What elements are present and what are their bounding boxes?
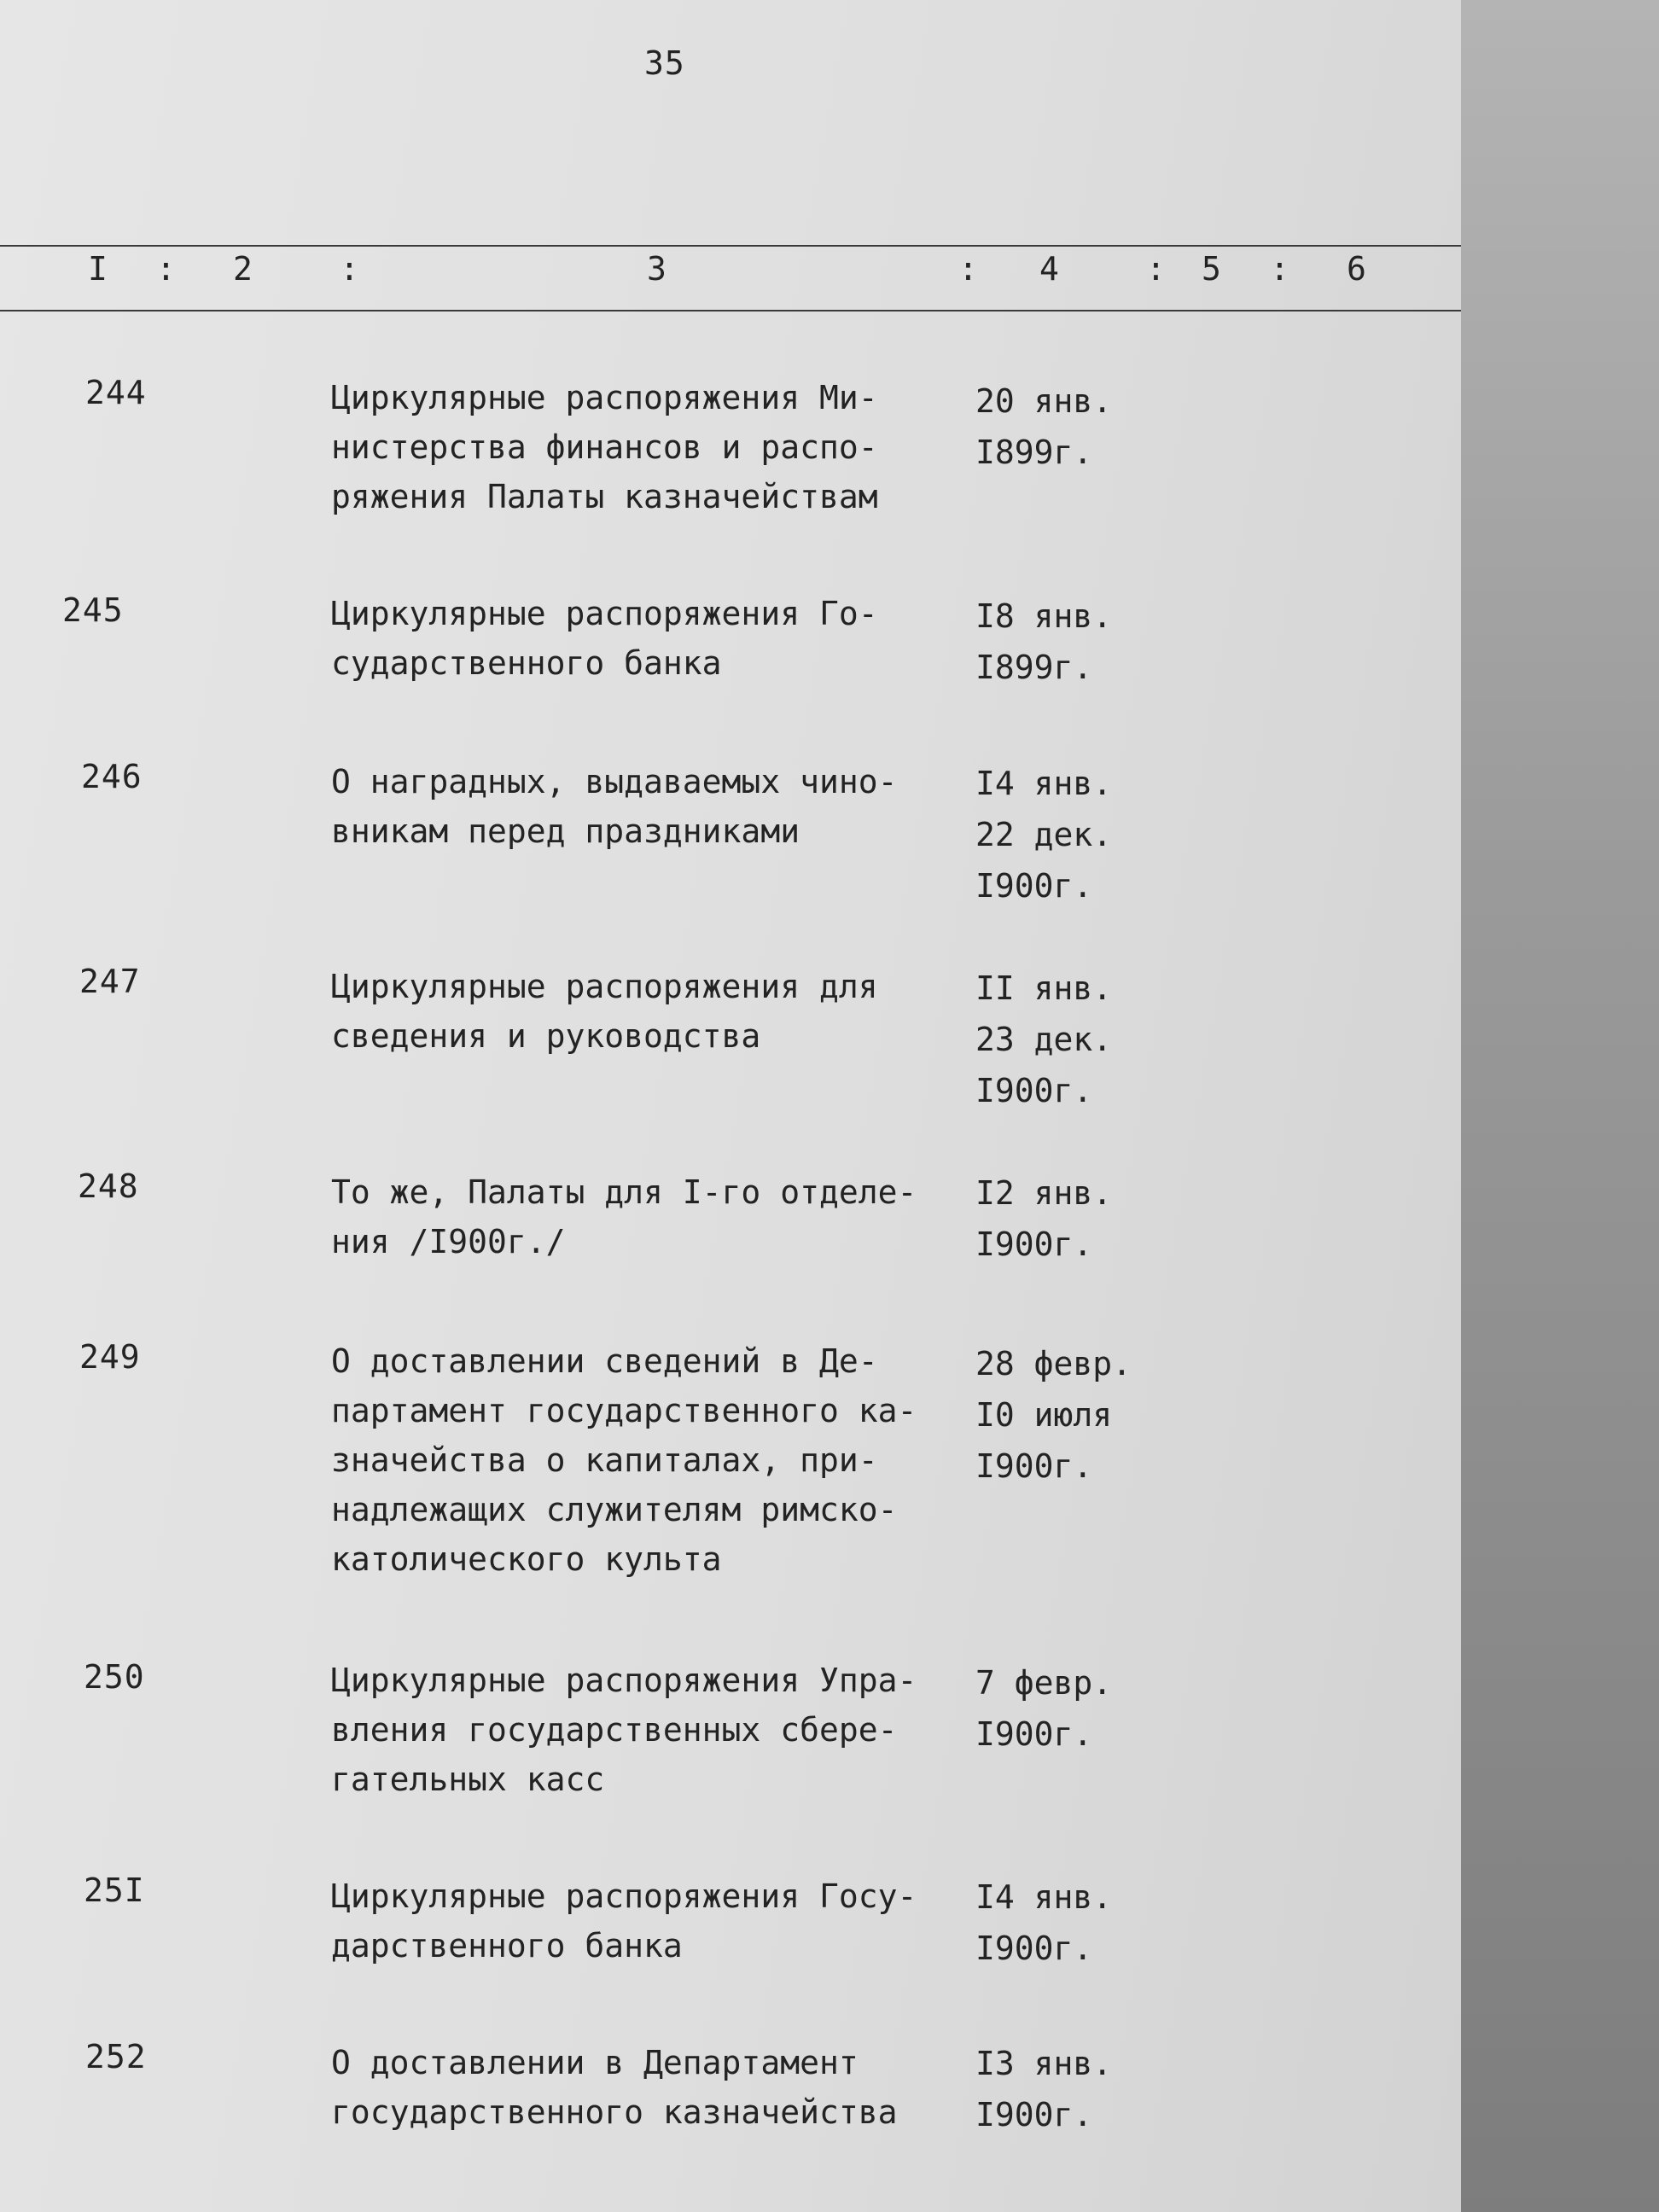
date-line: 7 февр.: [975, 1664, 1113, 1702]
title-line: государственного казначейства: [331, 2093, 898, 2131]
row-number: 248: [78, 1167, 139, 1205]
date-line: I900г.: [975, 1715, 1093, 1753]
header-col-5: 5: [1202, 250, 1221, 288]
header-col-2: 2: [233, 250, 253, 288]
row-dates: [975, 1167, 1180, 1270]
background-surface: [1461, 0, 1659, 2212]
date-line: I3 янв.: [975, 2045, 1113, 2082]
row-dates: [975, 2038, 1180, 2140]
title-line: гательных касс: [331, 1761, 605, 1798]
title-line: О доставлении в Департамент: [331, 2044, 859, 2081]
row-dates: [975, 758, 1180, 911]
header-col-1: I: [88, 250, 108, 288]
row-dates: [975, 1871, 1180, 1974]
row-dates: [975, 375, 1180, 478]
header-col-6: 6: [1347, 250, 1366, 288]
date-line: I900г.: [975, 867, 1093, 905]
date-line: I900г.: [975, 1225, 1093, 1263]
row-number: 244: [85, 374, 147, 411]
title-line: То же, Палаты для I-го отделе-: [331, 1173, 917, 1211]
row-number: 247: [79, 963, 141, 1000]
date-line: I0 июля: [975, 1396, 1113, 1434]
row-title: [331, 589, 980, 688]
header-col-4: 4: [1039, 250, 1059, 288]
date-line: I900г.: [975, 1447, 1093, 1485]
row-dates: [975, 963, 1180, 1116]
row-title: [331, 757, 980, 856]
header-bottom-rule: [0, 310, 1461, 311]
row-number: 25I: [84, 1871, 145, 1909]
title-line: надлежащих служителям римско-: [331, 1491, 898, 1528]
row-title: [331, 1871, 980, 1970]
date-line: 28 февр.: [975, 1345, 1132, 1382]
title-line: Циркулярные распоряжения Го-: [331, 595, 878, 632]
title-line: значейства о капиталах, при-: [331, 1441, 878, 1479]
date-line: 23 дек.: [975, 1021, 1113, 1058]
date-line: II янв.: [975, 969, 1113, 1007]
header-separator: :: [340, 250, 359, 288]
page-number: 35: [644, 44, 685, 82]
row-number: 249: [79, 1338, 141, 1376]
row-title: [331, 1656, 980, 1804]
row-dates: [975, 591, 1180, 693]
row-title: [331, 1167, 980, 1266]
date-line: I899г.: [975, 649, 1093, 686]
title-line: О доставлении сведений в Де-: [331, 1342, 878, 1380]
date-line: I8 янв.: [975, 597, 1113, 635]
row-title: [331, 962, 980, 1061]
date-line: I4 янв.: [975, 1878, 1113, 1916]
date-line: I900г.: [975, 1930, 1093, 1967]
title-line: О наградных, выдаваемых чино-: [331, 763, 898, 800]
row-number: 250: [84, 1658, 145, 1696]
header-top-rule: [0, 245, 1461, 247]
header-separator: :: [1270, 250, 1289, 288]
title-line: вления государственных сбере-: [331, 1711, 898, 1749]
title-line: дарственного банка: [331, 1927, 683, 1965]
header-separator: :: [156, 250, 176, 288]
date-line: I2 янв.: [975, 1174, 1113, 1212]
title-line: сударственного банка: [331, 644, 722, 682]
date-line: 22 дек.: [975, 816, 1113, 853]
title-line: ния /I900г./: [331, 1223, 566, 1260]
title-line: католического культа: [331, 1540, 722, 1578]
date-line: I900г.: [975, 2096, 1093, 2133]
row-title: [331, 1336, 980, 1584]
header-separator: :: [958, 250, 978, 288]
row-title: [331, 2038, 980, 2137]
row-number: 246: [81, 758, 143, 795]
row-dates: [975, 1657, 1180, 1760]
date-line: 20 янв.: [975, 382, 1113, 420]
title-line: Циркулярные распоряжения Ми-: [331, 379, 878, 416]
header-separator: :: [1146, 250, 1166, 288]
title-line: сведения и руководства: [331, 1017, 761, 1055]
title-line: Циркулярные распоряжения для: [331, 968, 878, 1005]
date-line: I899г.: [975, 434, 1093, 471]
title-line: нистерства финансов и распо-: [331, 428, 878, 466]
title-line: Циркулярные распоряжения Упра-: [331, 1662, 917, 1699]
date-line: I900г.: [975, 1072, 1093, 1109]
title-line: ряжения Палаты казначействам: [331, 478, 878, 515]
title-line: вникам перед праздниками: [331, 812, 800, 850]
row-dates: [975, 1338, 1180, 1492]
row-number: 252: [85, 2038, 147, 2075]
header-col-3: 3: [647, 250, 667, 288]
date-line: I4 янв.: [975, 765, 1113, 802]
row-number: 245: [62, 591, 124, 629]
title-line: партамент государственного ка-: [331, 1392, 917, 1429]
title-line: Циркулярные распоряжения Госу-: [331, 1877, 917, 1915]
row-title: [331, 373, 980, 521]
